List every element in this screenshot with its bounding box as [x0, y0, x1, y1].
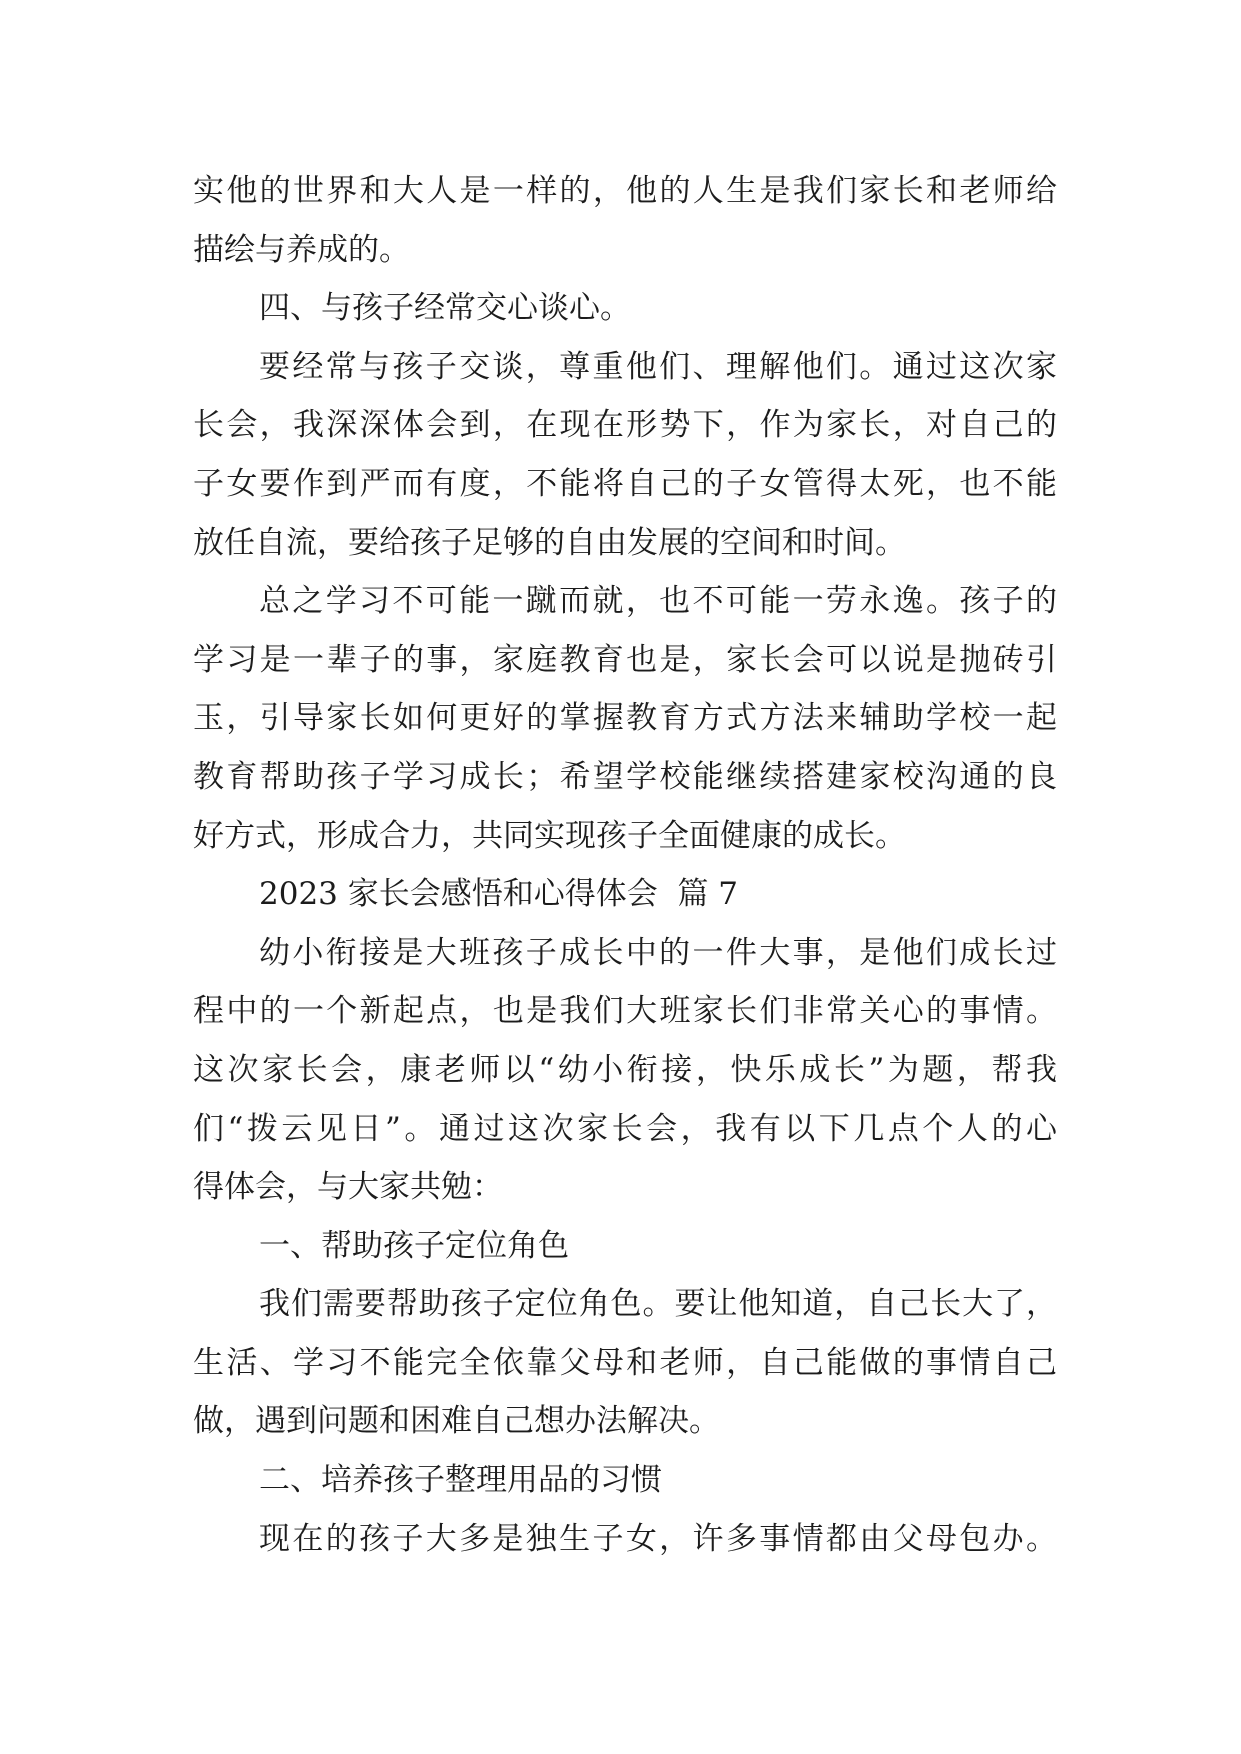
paragraph-line: 这次家长会，康老师以“幼小衔接，快乐成长”为题，帮我	[193, 1051, 1057, 1088]
paragraph-line: 放任自流，要给孩子足够的自由发展的空间和时间。	[193, 524, 906, 561]
paragraph-line: 子女要作到严而有度，不能将自己的子女管得太死，也不能	[193, 465, 1057, 502]
paragraph-line: 总之学习不可能一蹴而就，也不可能一劳永逸。孩子的	[259, 583, 1057, 620]
paragraph-line: 做，遇到问题和困难自己想办法解决。	[193, 1403, 720, 1440]
paragraph-2	[193, 279, 1057, 338]
paragraph-line: 2023 家长会感悟和心得体会 篇 7	[259, 876, 739, 913]
paragraph-line: 一、帮助孩子定位角色	[259, 1227, 569, 1264]
paragraph-6	[193, 924, 1057, 1217]
paragraph-10	[193, 1510, 1057, 1569]
paragraph-5	[193, 865, 1057, 924]
paragraph-line: 我们需要帮助孩子定位角色。要让他知道，自己长大了，	[259, 1286, 1057, 1323]
paragraph-8	[193, 1275, 1057, 1451]
paragraph-line: 教育帮助孩子学习成长；希望学校能继续搭建家校沟通的良	[193, 758, 1057, 795]
paragraph-line: 好方式，形成合力，共同实现孩子全面健康的成长。	[193, 817, 906, 854]
paragraph-line: 二、培养孩子整理用品的习惯	[259, 1462, 662, 1499]
paragraph-line: 描绘与养成的。	[193, 231, 410, 268]
paragraph-7	[193, 1217, 1057, 1276]
paragraph-3	[193, 338, 1057, 572]
paragraph-4	[193, 572, 1057, 865]
paragraph-line: 得体会，与大家共勉：	[193, 1169, 503, 1206]
paragraph-line: 现在的孩子大多是独生子女，许多事情都由父母包办。	[259, 1520, 1057, 1557]
paragraph-line: 实他的世界和大人是一样的，他的人生是我们家长和老师给	[193, 173, 1057, 209]
paragraph-line: 玉，引导家长如何更好的掌握教育方式方法来辅助学校一起	[193, 700, 1057, 737]
paragraph-line: 要经常与孩子交谈，尊重他们、理解他们。通过这次家	[259, 348, 1057, 385]
paragraph-1	[193, 162, 1057, 279]
paragraph-line: 学习是一辈子的事，家庭教育也是，家长会可以说是抛砖引	[193, 641, 1057, 678]
paragraph-9	[193, 1451, 1057, 1510]
paragraph-line: 幼小衔接是大班孩子成长中的一件大事，是他们成长过	[259, 934, 1057, 971]
paragraph-line: 长会，我深深体会到，在现在形势下，作为家长，对自己的	[193, 407, 1057, 444]
paragraph-line: 生活、学习不能完全依靠父母和老师，自己能做的事情自己	[193, 1344, 1057, 1381]
document-body	[193, 162, 1057, 1568]
paragraph-line: 四、与孩子经常交心谈心。	[259, 290, 631, 327]
paragraph-line: 们“拨云见日”。通过这次家长会，我有以下几点个人的心	[193, 1110, 1057, 1147]
paragraph-line: 程中的一个新起点，也是我们大班家长们非常关心的事情。	[193, 993, 1057, 1030]
